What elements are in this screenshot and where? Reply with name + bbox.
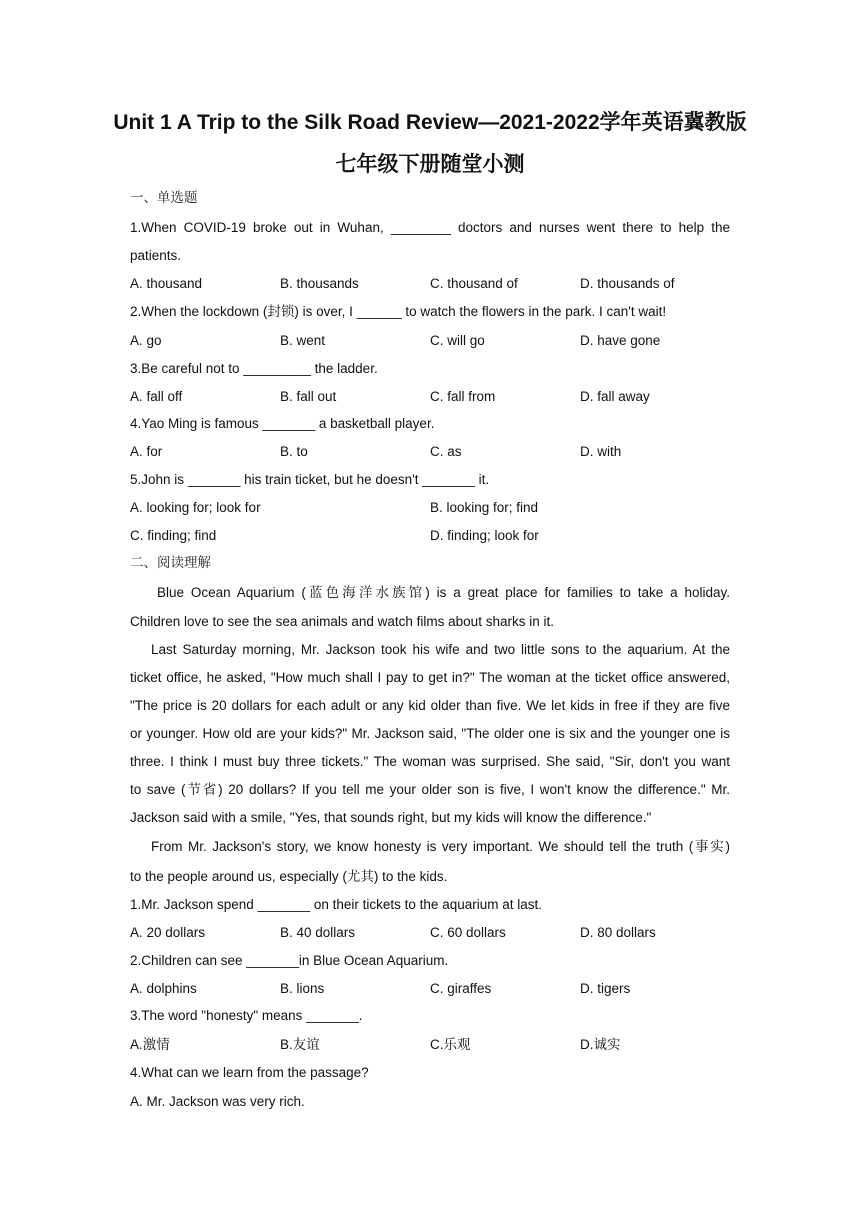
question-stem: 3.Be careful not to _________ the ladder. bbox=[130, 361, 378, 376]
option-b[interactable]: B. looking for; find bbox=[430, 500, 539, 515]
option-c[interactable]: C. fall from bbox=[430, 389, 496, 404]
option-a[interactable]: A. fall off bbox=[130, 389, 183, 404]
option-c[interactable]: C. 60 dollars bbox=[430, 925, 506, 940]
option-b[interactable]: B. lions bbox=[280, 981, 325, 996]
question-stem: 1.Mr. Jackson spend _______ on their tickets to the aquarium at last. bbox=[130, 897, 542, 912]
option-d[interactable]: D. fall away bbox=[580, 389, 650, 404]
option-a[interactable]: A. thousand bbox=[130, 276, 203, 291]
passage-line: ticket office, he asked, "How much shall I pay to get in?" The woman at the ticket office answered, bbox=[130, 670, 730, 685]
option-c[interactable]: C. thousand of bbox=[430, 276, 518, 291]
option-a[interactable]: A. for bbox=[130, 444, 163, 459]
passage-line: Jackson said with a smile, "Yes, that sounds right, but my kids will know the difference." bbox=[130, 810, 652, 825]
option-b[interactable]: B. thousands bbox=[280, 276, 359, 291]
option-d[interactable]: D. have gone bbox=[580, 333, 661, 348]
option-c[interactable]: C. finding; find bbox=[130, 528, 217, 543]
option-b[interactable]: B. 40 dollars bbox=[280, 925, 356, 940]
passage-line: Blue Ocean Aquarium (蓝色海洋水族馆) is a great place for families to take a holiday. bbox=[157, 585, 730, 600]
option-d[interactable]: D. with bbox=[580, 444, 622, 459]
passage-line: to save (节省) 20 dollars? If you tell me your older son is five, I won't know the difference." Mr. bbox=[130, 782, 730, 797]
option-c[interactable]: C.乐观 bbox=[430, 1037, 471, 1052]
section-heading-single-choice: 一、单选题 bbox=[130, 190, 198, 205]
section-heading-reading: 二、阅读理解 bbox=[130, 555, 211, 570]
question-stem: 2.When the lockdown (封锁) is over, I ______ to watch the flowers in the park. I can't wait! bbox=[130, 304, 667, 319]
option-b[interactable]: B. fall out bbox=[280, 389, 337, 404]
question-stem: 1.When COVID-19 broke out in Wuhan, ________ doctors and nurses went there to help the bbox=[130, 220, 730, 235]
passage-line: three. I think I must buy three tickets." The woman was surprised. She said, "Sir, don't you want bbox=[130, 754, 730, 769]
option-a[interactable]: A. go bbox=[130, 333, 162, 348]
passage-line: "The price is 20 dollars for each adult or any kid older than five. We let kids in free if they are five bbox=[130, 698, 730, 713]
option-c[interactable]: C. giraffes bbox=[430, 981, 492, 996]
question-stem: 4.What can we learn from the passage? bbox=[130, 1065, 369, 1080]
passage-line: Children love to see the sea animals and watch films about sharks in it. bbox=[130, 614, 554, 629]
passage-line: to the people around us, especially (尤其) to the kids. bbox=[130, 869, 448, 884]
passage-line: From Mr. Jackson's story, we know honesty is very important. We should tell the truth (事实) bbox=[151, 839, 730, 854]
question-stem-continued: patients. bbox=[130, 248, 182, 263]
question-stem: 4.Yao Ming is famous _______ a basketball player. bbox=[130, 416, 435, 431]
question-stem: 3.The word "honesty" means _______. bbox=[130, 1008, 363, 1023]
option-a[interactable]: A. Mr. Jackson was very rich. bbox=[130, 1094, 305, 1109]
page-title-line-1: Unit 1 A Trip to the Silk Road Review—2021-2022学年英语冀教版 bbox=[113, 111, 747, 134]
option-a[interactable]: A. dolphins bbox=[130, 981, 197, 996]
option-a[interactable]: A. 20 dollars bbox=[130, 925, 206, 940]
option-d[interactable]: D. 80 dollars bbox=[580, 925, 656, 940]
option-d[interactable]: D. tigers bbox=[580, 981, 631, 996]
option-b[interactable]: B. to bbox=[280, 444, 308, 459]
passage-line: or younger. How old are your kids?" Mr. Jackson said, "The older one is six and the younger one is bbox=[130, 726, 730, 741]
option-b[interactable]: B.友谊 bbox=[280, 1037, 320, 1052]
question-stem: 2.Children can see _______in Blue Ocean Aquarium. bbox=[130, 953, 449, 968]
option-a[interactable]: A. looking for; look for bbox=[130, 500, 261, 515]
option-a[interactable]: A.激情 bbox=[130, 1037, 170, 1052]
question-stem: 5.John is _______ his train ticket, but he doesn't _______ it. bbox=[130, 472, 490, 487]
option-b[interactable]: B. went bbox=[280, 333, 326, 348]
option-c[interactable]: C. as bbox=[430, 444, 462, 459]
option-d[interactable]: D.诚实 bbox=[580, 1037, 621, 1052]
option-d[interactable]: D. thousands of bbox=[580, 276, 675, 291]
option-d[interactable]: D. finding; look for bbox=[430, 528, 539, 543]
option-c[interactable]: C. will go bbox=[430, 333, 485, 348]
passage-line: Last Saturday morning, Mr. Jackson took his wife and two little sons to the aquarium. At the bbox=[151, 642, 730, 657]
page-title-line-2: 七年级下册随堂小测 bbox=[335, 153, 525, 176]
